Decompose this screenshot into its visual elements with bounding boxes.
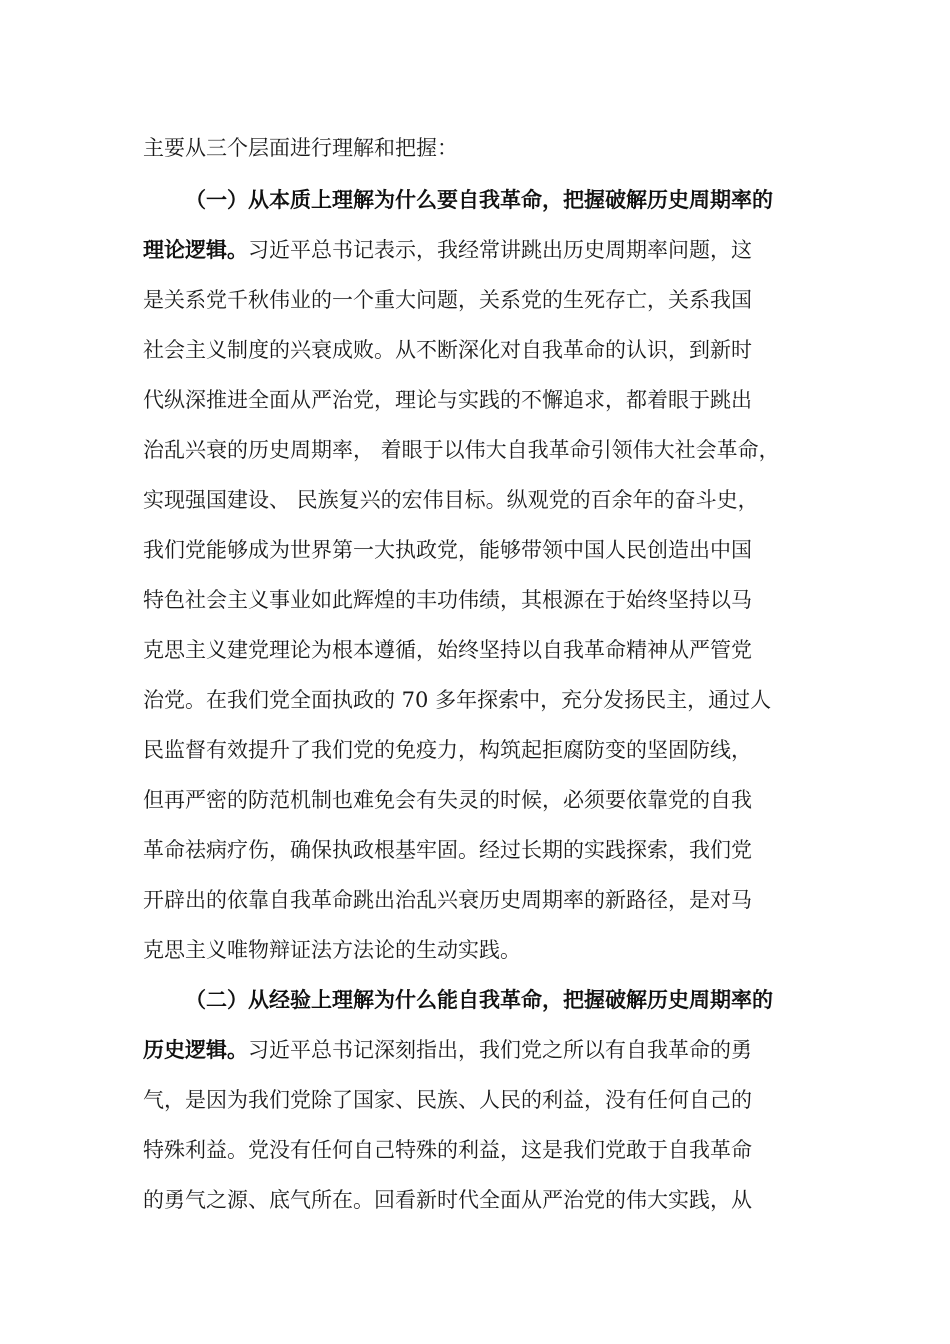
section-1-line: 民监督有效提升了我们党的免疫力，构筑起拒腐防变的坚固防线， xyxy=(143,738,752,762)
section-1-line: 社会主义制度的兴衰成败。从不断深化对自我革命的认识，到新时 xyxy=(143,338,752,362)
section-1-line: 克思主义唯物辩证法方法论的生动实践。 xyxy=(143,938,521,962)
section-1-heading-tail: 理论逻辑。 xyxy=(143,237,248,262)
section-1-line: 实现强国建设、 民族复兴的宏伟目标。纵观党的百余年的奋斗史， xyxy=(143,488,759,512)
section-1-line: 代纵深推进全面从严治党，理论与实践的不懈追求，都着眼于跳出 xyxy=(143,388,752,412)
section-1-line xyxy=(143,235,752,265)
section-1-line: 治党。在我们党全面执政的 70 多年探索中，充分发扬民主，通过人 xyxy=(143,688,772,712)
section-1-line: 我们党能够成为世界第一大执政党，能够带领中国人民创造出中国 xyxy=(143,538,752,562)
section-1-line: 特色社会主义事业如此辉煌的丰功伟绩，其根源在于始终坚持以马 xyxy=(143,588,752,612)
section-2-text: 习近平总书记深刻指出，我们党之所以有自我革命的勇 xyxy=(248,1038,752,1062)
section-1-line: 革命祛病疗伤，确保执政根基牢固。经过长期的实践探索，我们党 xyxy=(143,838,752,862)
section-2-line xyxy=(143,1035,752,1065)
section-2-line: 特殊利益。党没有任何自己特殊的利益，这是我们党敢于自我革命 xyxy=(143,1138,752,1162)
section-1-line: 但再严密的防范机制也难免会有失灵的时候，必须要依靠党的自我 xyxy=(143,788,752,812)
section-1-line: 是关系党千秋伟业的一个重大问题，关系党的生死存亡，关系我国 xyxy=(143,288,752,312)
section-2-line: 的勇气之源、底气所在。回看新时代全面从严治党的伟大实践，从 xyxy=(143,1188,752,1212)
section-1-line: 治乱兴衰的历史周期率， 着眼于以伟大自我革命引领伟大社会革命， xyxy=(143,438,780,462)
section-1-text: 习近平总书记表示，我经常讲跳出历史周期率问题，这 xyxy=(248,238,752,262)
section-2-heading-tail: 历史逻辑。 xyxy=(143,1037,248,1062)
section-1-line: 开辟出的依靠自我革命跳出治乱兴衰历史周期率的新路径，是对马 xyxy=(143,888,752,912)
section-1-heading: （一）从本质上理解为什么要自我革命，把握破解历史周期率的 xyxy=(185,187,773,212)
section-2-line: 气，是因为我们党除了国家、民族、人民的利益，没有任何自己的 xyxy=(143,1088,752,1112)
paragraph-intro-line: 主要从三个层面进行理解和把握： xyxy=(143,136,458,160)
section-2-heading: （二）从经验上理解为什么能自我革命，把握破解历史周期率的 xyxy=(185,987,773,1012)
section-1-line: 克思主义建党理论为根本遵循，始终坚持以自我革命精神从严管党 xyxy=(143,638,752,662)
